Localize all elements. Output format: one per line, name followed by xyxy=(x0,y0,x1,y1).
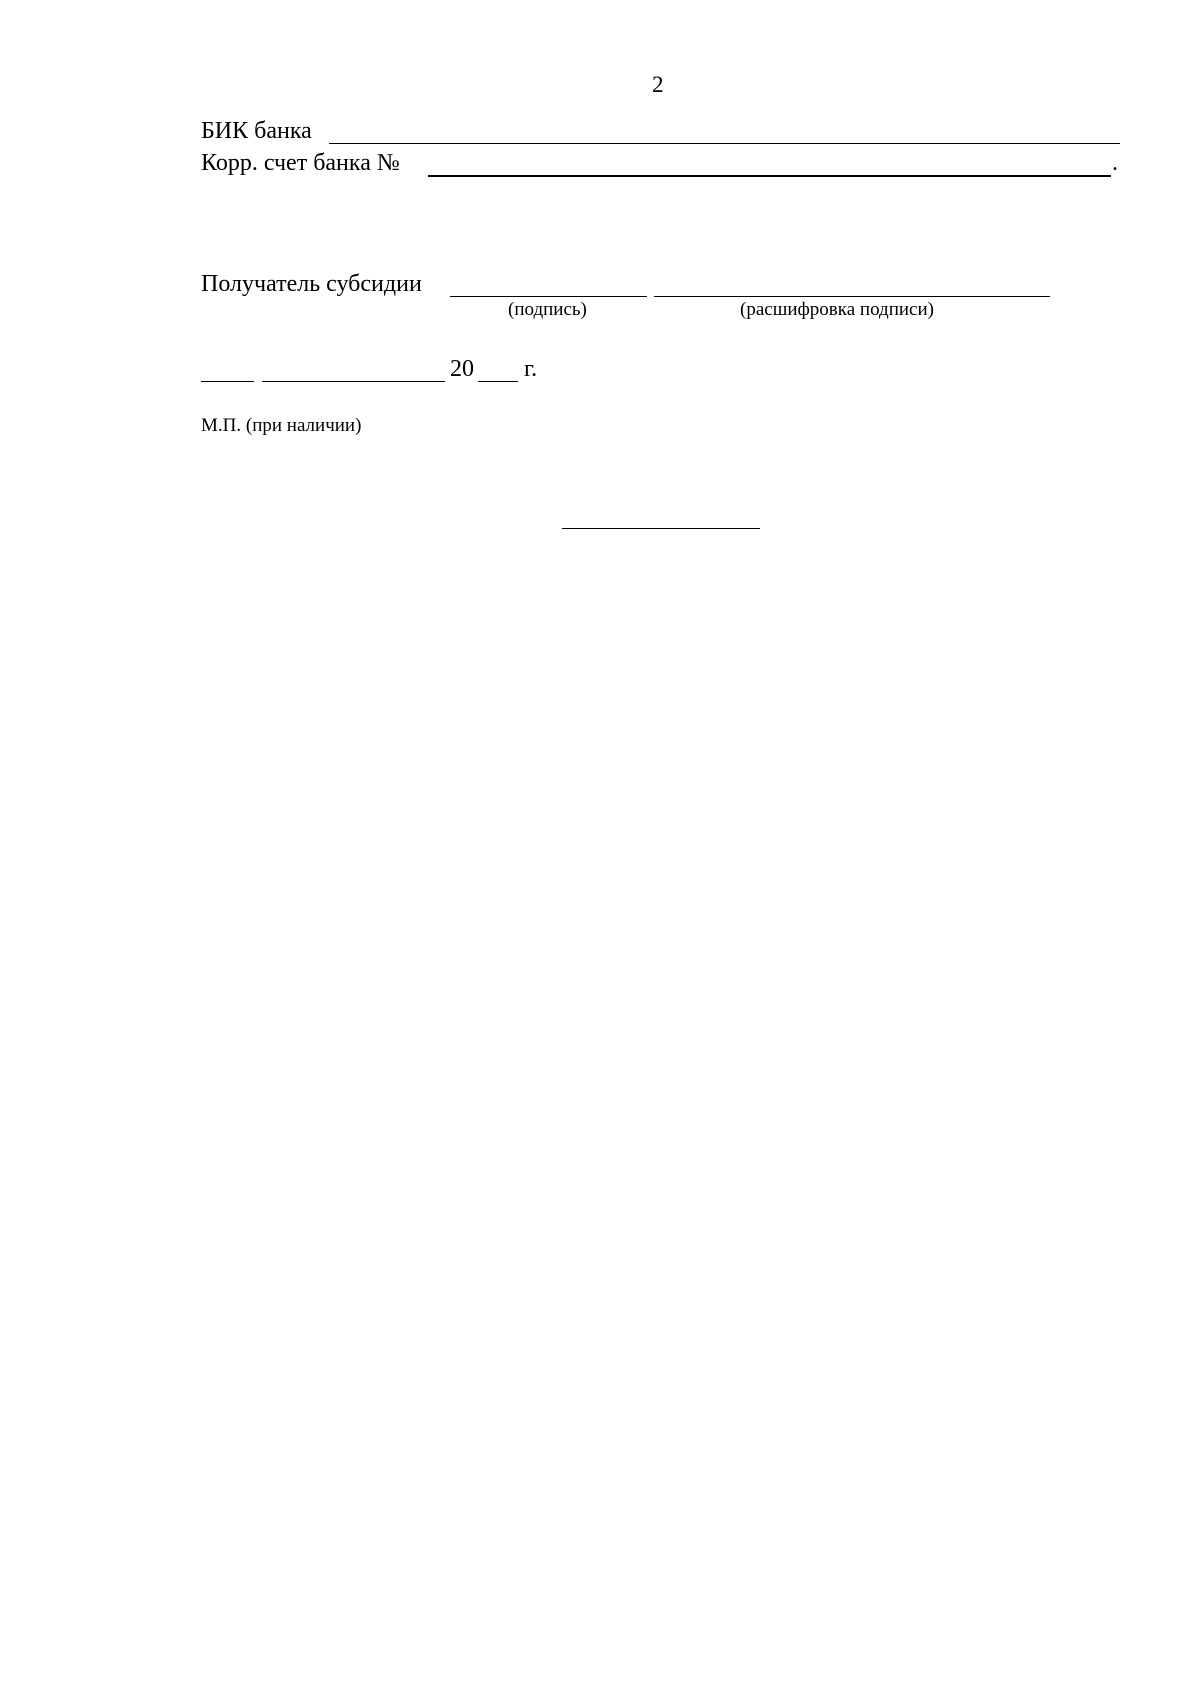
closing-separator xyxy=(562,528,760,529)
page-number: 2 xyxy=(652,72,664,97)
signature-decoding-caption: (расшифровка подписи) xyxy=(740,299,934,320)
date-year-prefix: 20 xyxy=(450,356,474,382)
date-year-line[interactable] xyxy=(478,381,518,382)
corr-account-fill-line[interactable] xyxy=(428,175,1111,177)
date-month-line[interactable] xyxy=(262,381,445,382)
corr-account-label: Корр. счет банка № xyxy=(201,150,400,176)
stamp-label: М.П. (при наличии) xyxy=(201,415,362,436)
signature-fill-line[interactable] xyxy=(450,296,647,297)
bik-label: БИК банка xyxy=(201,118,312,144)
signature-decoding-fill-line[interactable] xyxy=(654,296,1050,297)
date-year-suffix: г. xyxy=(524,356,538,382)
signature-caption: (подпись) xyxy=(508,299,587,320)
date-day-line[interactable] xyxy=(201,381,254,382)
corr-account-end: . xyxy=(1112,150,1118,176)
recipient-label: Получатель субсидии xyxy=(201,271,422,297)
bik-fill-line[interactable] xyxy=(329,143,1120,144)
